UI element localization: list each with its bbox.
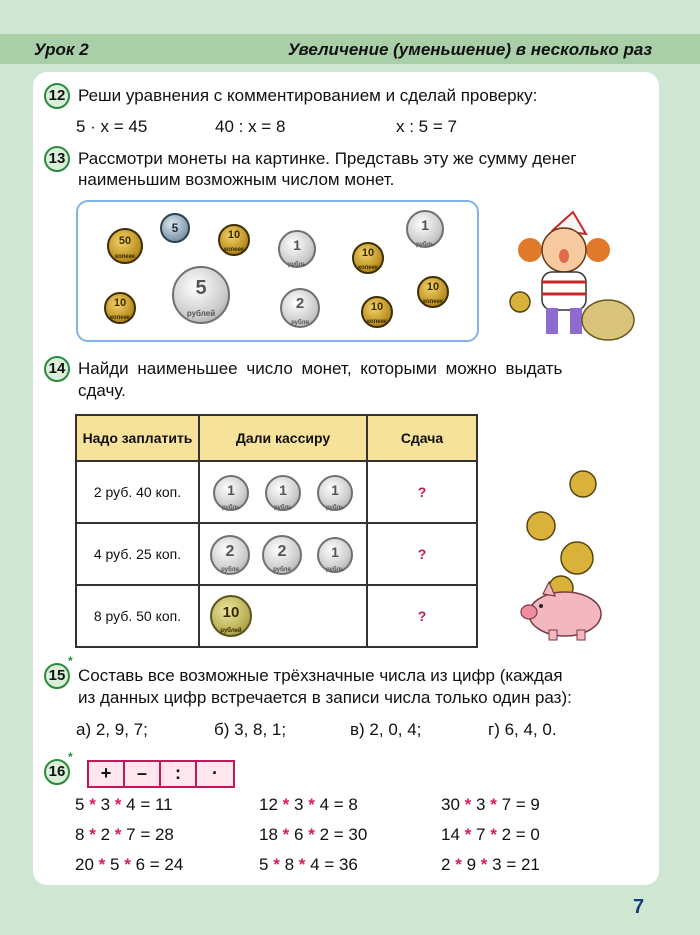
equation: 5 · x = 45 — [76, 117, 148, 136]
lesson-topic: Увеличение (уменьшение) в несколько раз — [287, 40, 652, 59]
clown-illustration — [498, 210, 648, 345]
missing-operator: * — [308, 795, 315, 814]
coin-2-rubles: 2 рубля — [210, 535, 250, 575]
minus-sign: – — [125, 762, 161, 786]
coin-1-ruble: 1 рубль — [213, 475, 249, 511]
change-table — [75, 414, 478, 648]
missing-operator: * — [114, 795, 122, 814]
coin-2-rubles: 2 рубля — [280, 288, 320, 328]
result: 11 — [154, 795, 173, 814]
operand: 7 — [126, 825, 136, 844]
change-answer: ? — [367, 585, 477, 647]
exercise-14-line2: сдачу. — [78, 381, 126, 400]
missing-operator: * — [124, 855, 131, 874]
operand: 6 — [294, 825, 304, 844]
coin-10-kopecks: 10 копеек — [352, 242, 384, 274]
exercise-number-16: 16 — [44, 759, 70, 785]
lesson-number: Урок 2 — [34, 40, 89, 59]
option: г) 6, 4, 0. — [488, 720, 557, 739]
equation-row — [259, 825, 367, 845]
change-answer: ? — [367, 523, 477, 585]
difficulty-star: * — [68, 750, 73, 764]
missing-operator: * — [273, 855, 280, 874]
equals-sign: = — [501, 855, 521, 874]
result: 8 — [348, 795, 358, 814]
divide-sign: : — [161, 762, 197, 786]
exercise-number-13: 13 — [44, 146, 70, 172]
header-given: Дали кассиру — [199, 415, 367, 461]
missing-operator: * — [298, 855, 306, 874]
missing-operator: * — [480, 855, 488, 874]
pay-cell: 2 руб. 40 коп. — [76, 461, 199, 523]
exercise-15-line2: из данных цифр встречается в записи числа только один раз): — [78, 688, 572, 707]
header-pay: Надо заплатить — [76, 415, 199, 461]
operand: 4 — [310, 855, 320, 874]
operation-signs — [87, 760, 235, 788]
table-row — [76, 523, 477, 585]
result: 24 — [164, 855, 184, 874]
equation-row — [441, 795, 540, 815]
operand: 2 — [441, 855, 451, 874]
operand: 7 — [476, 825, 486, 844]
exercise-number-14: 14 — [44, 356, 70, 382]
operand: 8 — [284, 855, 295, 874]
exercise-number-15: 15 — [44, 663, 70, 689]
missing-operator: * — [490, 795, 497, 814]
missing-operator: * — [464, 825, 472, 844]
equals-sign: = — [319, 855, 339, 874]
coin-10-kopecks: 10 копеек — [417, 276, 449, 308]
missing-operator: * — [308, 825, 315, 844]
equals-sign: = — [329, 825, 349, 844]
coin-1-ruble: 1 рубль — [265, 475, 301, 511]
piggy-bank-illustration — [515, 466, 645, 646]
operand: 12 — [259, 795, 278, 814]
coins-picture-box — [76, 200, 479, 342]
pay-cell: 8 руб. 50 коп. — [76, 585, 199, 647]
table-header-row — [76, 415, 477, 461]
operand: 2 — [501, 825, 512, 844]
table-row — [76, 461, 477, 523]
operand: 5 — [110, 855, 120, 874]
coin-5-kopecks: 5 — [160, 213, 190, 243]
operand: 3 — [294, 795, 304, 814]
pay-cell: 4 руб. 25 коп. — [76, 523, 199, 585]
option: б) 3, 8, 1; — [214, 720, 287, 739]
lesson-header — [0, 34, 700, 64]
difficulty-star: * — [68, 654, 73, 668]
operand: 14 — [441, 825, 460, 844]
operand: 5 — [259, 855, 269, 874]
equation-row — [75, 825, 174, 845]
operand: 7 — [501, 795, 512, 814]
operand: 4 — [319, 795, 330, 814]
change-answer: ? — [367, 461, 477, 523]
operand: 2 — [100, 825, 111, 844]
coin-2-rubles: 2 рубля — [262, 535, 302, 575]
option: а) 2, 9, 7; — [76, 720, 148, 739]
operand: 2 — [319, 825, 330, 844]
equation-row — [75, 855, 183, 875]
coin-1-ruble: 1 рубль — [406, 210, 444, 248]
header-change: Сдача — [367, 415, 477, 461]
coin-1-ruble: 1 рубль — [278, 230, 316, 268]
coin-1-ruble: 1 рубль — [317, 475, 353, 511]
missing-operator: * — [89, 795, 96, 814]
operand: 6 — [135, 855, 146, 874]
missing-operator: * — [98, 855, 106, 874]
result: 9 — [530, 795, 540, 814]
equals-sign: = — [135, 825, 155, 844]
operand: 4 — [126, 795, 136, 814]
missing-operator: * — [464, 795, 472, 814]
coin-5-rubles: 5 рублей — [172, 266, 230, 324]
exercise-15-line1: Составь все возможные трёхзначные числа из цифр (каждая — [78, 666, 563, 685]
missing-operator: * — [89, 825, 96, 844]
operand: 30 — [441, 795, 460, 814]
result: 36 — [338, 855, 358, 874]
given-coins-cell — [199, 585, 367, 647]
plus-sign: + — [89, 762, 125, 786]
missing-operator: * — [282, 825, 290, 844]
coin-10-kopecks: 10 копеек — [104, 292, 136, 324]
equals-sign: = — [135, 795, 155, 814]
option: в) 2, 0, 4; — [350, 720, 422, 739]
missing-operator: * — [455, 855, 462, 874]
missing-operator: * — [490, 825, 497, 844]
coin-10-kopecks: 10 копеек — [218, 224, 250, 256]
operand: 3 — [100, 795, 111, 814]
result: 0 — [530, 825, 540, 844]
multiply-sign: · — [197, 762, 233, 786]
equation-row — [259, 855, 358, 875]
exercise-13-line2: наименьшим возможным числом монет. — [78, 170, 395, 189]
exercise-13-line1: Рассмотри монеты на картинке. Представь эту же сумму денег — [78, 149, 577, 168]
equals-sign: = — [329, 795, 349, 814]
result: 28 — [154, 825, 174, 844]
operand: 18 — [259, 825, 278, 844]
equals-sign: = — [145, 855, 165, 874]
exercise-number-12: 12 — [44, 83, 70, 109]
operand: 9 — [466, 855, 477, 874]
operand: 5 — [75, 795, 85, 814]
table-row — [76, 585, 477, 647]
missing-operator: * — [114, 825, 122, 844]
equation-row — [259, 795, 358, 815]
coin-50-kopecks: 50 копеек — [107, 228, 143, 264]
given-coins-cell — [199, 523, 367, 585]
equals-sign: = — [511, 795, 531, 814]
missing-operator: * — [282, 795, 290, 814]
operand: 20 — [75, 855, 94, 874]
result: 30 — [348, 825, 368, 844]
equation: x : 5 = 7 — [396, 117, 457, 136]
equation-row — [441, 855, 540, 875]
result: 21 — [520, 855, 540, 874]
page-number: 7 — [633, 896, 645, 918]
operand: 3 — [492, 855, 502, 874]
given-coins-cell — [199, 461, 367, 523]
equation-row — [75, 795, 173, 815]
operand: 3 — [476, 795, 486, 814]
equals-sign: = — [511, 825, 531, 844]
coin-1-ruble: 1 рубль — [317, 537, 353, 573]
coin-10-kopecks: 10 копеек — [361, 296, 393, 328]
exercise-14-line1: Найди наименьшее число монет, которыми можно выдать — [78, 359, 563, 378]
equation-row — [441, 825, 540, 845]
coin-10-rubles: 10 рублей — [210, 595, 252, 637]
operand: 8 — [75, 825, 85, 844]
equation: 40 : x = 8 — [215, 117, 286, 136]
exercise-12-text: Реши уравнения с комментированием и сделай проверку: — [78, 86, 538, 105]
